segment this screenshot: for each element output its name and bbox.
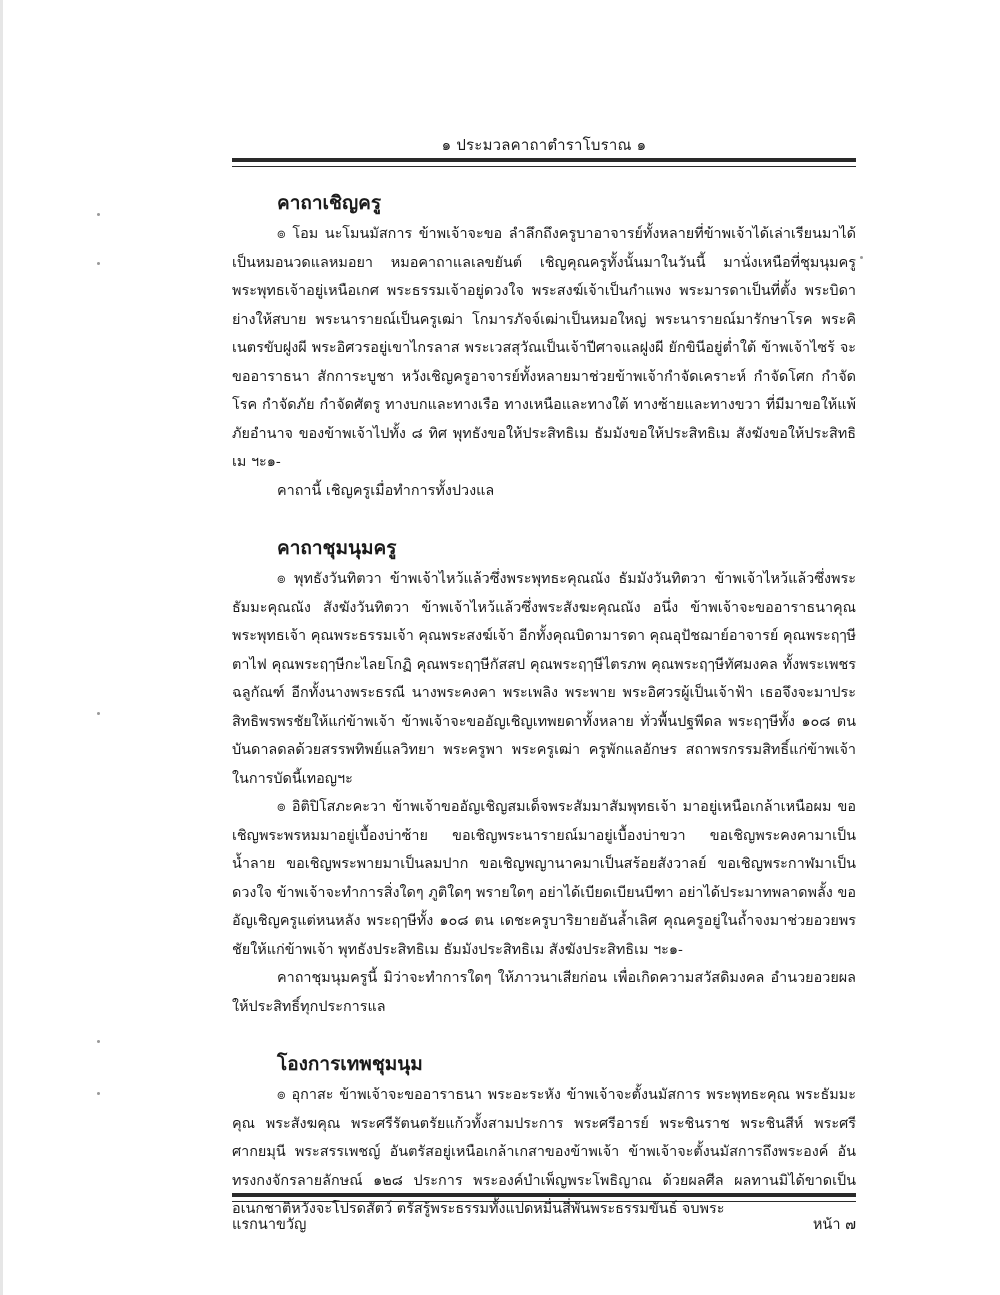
header-rule	[232, 158, 856, 167]
section-kata-choen-khru	[232, 190, 856, 505]
scan-speck	[97, 213, 100, 216]
paragraph: ๏ อุกาสะ ข้าพเจ้าจะขออาราธนา พระอะระหัง ข้าพเจ้าจะตั้งนมัสการ พระพุทธะคุณ พระธัมมะคุณ พระสังฆคุณ พระศรีรัตนตรัยแก้วทั้งสามประการ พระศรีอารย์ พระชินราช พระชินสีห์ พระศรีศากยมุนี พระสรรเพชญ์ อันตรัสอยู่เหนือเกล้าเกสาของข้าพเจ้า ข้าพเจ้าจะตั้งนมัสการถึงพระองค์ อันทรงกงจักรลายลักษณ์ ๑๒๘ ประการ พระองค์บำเพ็ญพระโพธิญาณ ด้วยผลศีล ผลทานมิได้ขาดเป็นอเนกชาติหวังจะโปรดสัตว์ ตรัสรู้พระธรรมทั้งแปดหมื่นสี่พันพระธรรมขันธ์ จบพระ	[232, 1087, 856, 1217]
section-kata-chumnum-khru	[232, 535, 856, 1021]
footer-book-title: แรกนาขวัญ	[232, 1217, 307, 1233]
page-number: หน้า ๗	[812, 1217, 856, 1233]
scan-speck	[97, 262, 100, 265]
paragraph: คาถาชุมนุมครูนี้ มิว่าจะทำการใดๆ ให้ภาวนาเสียก่อน เพื่อเกิดความสวัสดิมงคล อำนวยอวยผลให้ประสิทธิ์ทุกประการแล	[232, 970, 856, 1015]
section-heading: คาถาชุมนุมครู	[277, 537, 397, 559]
paragraph: ๏ อิติปิโสภะคะวา ข้าพเจ้าขออัญเชิญสมเด็จพระสัมมาสัมพุทธเจ้า มาอยู่เหนือเกล้าเหนือผม ขอเชิญพระพรหมมาอยู่เบื้องบ่าซ้าย ขอเชิญพระนารายณ์มาอยู่เบื้องบ่าขวา ขอเชิญพระคงคามาเป็นน้ำลาย ขอเชิญพระพายมาเป็นลมปาก ขอเชิญพญานาคมาเป็นสร้อยสังวาลย์ ขอเชิญพระกาฬมาเป็นดวงใจ ข้าพเจ้าจะทำการสิ่งใดๆ ภูติใดๆ พรายใดๆ อย่าได้เบียดเบียนบีฑา อย่าได้ประมาทพลาดพลั้ง ขออัญเชิญครูแต่หนหลัง พระฤๅษีทั้ง ๑๐๘ ตน เดชะครูบาริยายอันล้ำเลิศ คุณครูอยู่ในถ้ำจงมาช่วยอวยพรชัยให้แก่ข้าพเจ้า พุทธังประสิทธิเม ธัมมังประสิทธิเม สังฆังประสิทธิเม ฯะ๑-	[232, 799, 856, 958]
section-heading: คาถาเชิญครู	[277, 192, 382, 214]
scan-speck	[860, 256, 863, 259]
paragraph: ๏ พุทธังวันทิตวา ข้าพเจ้าไหว้แล้วซึ่งพระพุทธะคุณณัง ธัมมังวันทิตวา ข้าพเจ้าไหว้แล้วซึ่งพระธัมมะคุณณัง สังฆังวันทิตวา ข้าพเจ้าไหว้แล้วซึ่งพระสังฆะคุณณัง อนึ่ง ข้าพเจ้าจะขออาราธนาคุณพระพุทธเจ้า คุณพระธรรมเจ้า คุณพระสงฆ์เจ้า อีกทั้งคุณบิดามารดา คุณอุปัชฌาย์อาจารย์ คุณพระฤๅษีตาไฟ คุณพระฤๅษีกะไลยโกฏิ คุณพระฤๅษีกัสสป คุณพระฤๅษีไตรภพ คุณพระฤๅษีทัศมงคล ทั้งพระเพชรฉลูกัณฑ์ อีกทั้งนางพระธรณี นางพระคงคา พระเพลิง พระพาย พระอิศวรผู้เป็นเจ้าฟ้า เธอจึงจะมาประสิทธิพรพรชัยให้แก่ข้าพเจ้า ข้าพเจ้าจะขออัญเชิญเทพยดาทั้งหลาย ทั่วพื้นปฐพีดล พระฤๅษีทั้ง ๑๐๘ ตน บันดาลดลด้วยสรรพทิพย์แลวิทยา พระครูพา พระครูเฒ่า ครูพักแลอักษร สถาพรกรรมสิทธิ์แก่ข้าพเจ้าในการบัดนี้เทอญฯะ	[232, 571, 856, 787]
scan-speck	[97, 1092, 100, 1095]
footer-rule	[232, 1193, 856, 1202]
paragraph: คาถานี้ เชิญครูเมื่อทำการทั้งปวงแล	[277, 482, 495, 499]
paragraph: ๏ โอม นะโมนมัสการ ข้าพเจ้าจะขอ ลำลึกถึงครูบาอาจารย์ทั้งหลายที่ข้าพเจ้าได้เล่าเรียนมาได้เป็นหมอนวดแลหมอยา หมอคาถาแลเลขยันต์ เชิญคุณครูทั้งนั้นมาในวันนี้ มานั่งเหนือที่ชุมนุมครู พระพุทธเจ้าอยู่เหนือเกศ พระธรรมเจ้าอยู่ดวงใจ พระสงฆ์เจ้าเป็นกำแพง พระมารดาเป็นที่ตั้ง พระบิดาย่างให้สบาย พระนารายณ์เป็นครูเฒ่า โกมารภัจจ์เฒ่าเป็นหมอใหญ่ พระนารายณ์มารักษาโรค พระคิเนตรขับฝูงผี พระอิศวรอยู่เขาไกรลาส พระเวสสุวัณเป็นเจ้าปีศาจแลฝูงผี ยักขินีอยู่ต่ำใต้ ข้าพเจ้าไซร้ จะขออาราธนา สักการะบูชา หวังเชิญครูอาจารย์ทั้งหลายมาช่วยข้าพเจ้ากำจัดเคราะห์ กำจัดโศก กำจัดโรค กำจัดภัย กำจัดศัตรู ทางบกและทางเรือ ทางเหนือและทางใต้ ทางซ้ายและทางขวา ที่มีมาขอให้แพ้ภัยอำนาจ ของข้าพเจ้าไปทั้ง ๘ ทิศ พุทธังขอให้ประสิทธิเม ธัมมังขอให้ประสิทธิเม สังฆังขอให้ประสิทธิเม ฯะ๑-	[232, 226, 856, 470]
section-gap	[232, 505, 856, 535]
section-heading: โองการเทพชุมนุม	[277, 1053, 423, 1075]
section-gap	[232, 1021, 856, 1051]
scan-speck	[97, 1040, 100, 1043]
scan-speck	[97, 712, 100, 715]
page-header: ๑ ประมวลคาถาตำราโบราณ ๑	[441, 136, 647, 154]
page-body	[232, 190, 856, 1224]
